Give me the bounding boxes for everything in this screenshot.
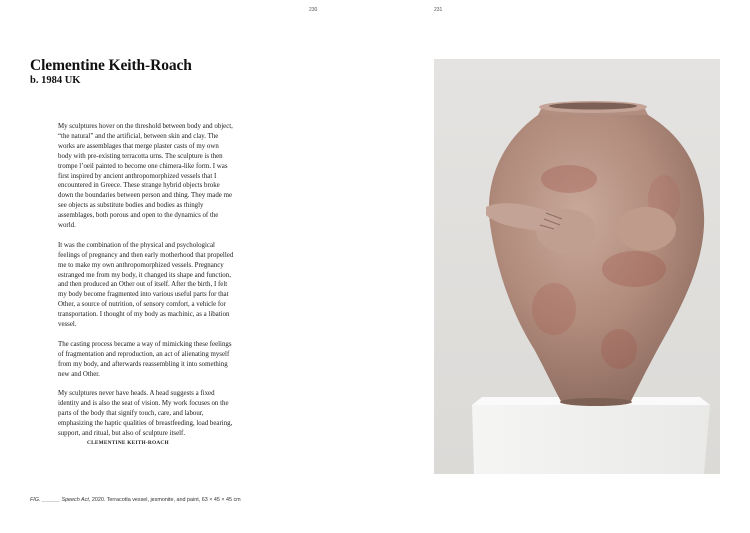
caption-fig-label: FIG. ______ xyxy=(30,497,60,503)
vessel-patina xyxy=(602,251,666,287)
vessel-patina xyxy=(541,165,597,193)
statement-paragraph: It was the combination of the physical and psychological feelings of pregnancy and then early motherhood that propelled me to make my own anthropomorphized vessels. Pregnancy estranged me from my body, it changed its shape and function, and then produced an Other out of itself. After the birth, I felt my body become fragmented into various useful parts for that Other, a source of nutrition, of sensory comfort, a vehicle for transportation. I thought of my body as machinic, as a libation vessel. xyxy=(58,241,234,329)
vessel-opening xyxy=(549,103,637,110)
artist-statement xyxy=(58,122,234,449)
statement-paragraph: The casting process became a way of mimicking these feelings of fragmentation and reproduction, an act of alienating myself from my body, and afterwards reassembling it into something new and Other. xyxy=(58,340,232,378)
figure-caption xyxy=(30,497,241,503)
pedestal xyxy=(472,405,710,474)
vessel-patina xyxy=(532,283,576,335)
artwork-photo xyxy=(434,59,720,474)
artist-birth-info: b. 1984 UK xyxy=(30,75,81,86)
vessel-breast-right xyxy=(616,207,676,251)
page-number-right: 231 xyxy=(434,7,443,13)
vessel-patina xyxy=(601,329,637,369)
page-number-left: 230 xyxy=(309,7,318,13)
caption-artwork-title: Speech Act xyxy=(61,497,89,503)
statement-paragraph: My sculptures never have heads. A head suggests a fixed identity and is also the seat of vision. My work focuses on the parts of the body that signify touch, care, and labour, emphasizing the haptic qualities of breastfeeding, load bearing, support, and ritual, but also of sculpture itself. xyxy=(58,390,233,438)
caption-details: , 2020. Terracotta vessel, jesmonite, and paint, 63 × 45 × 45 cm xyxy=(88,497,241,503)
artist-name: Clementine Keith-Roach xyxy=(30,57,192,74)
statement-paragraph: My sculptures hover on the threshold between body and object, “the natural” and the artificial, between skin and clay. The works are assemblages that merge plaster casts of my own body with pre-existing terracotta urns. The sculpture is then trompe l’oeil painted to become one chimera-like form. I was first inspired by ancient anthropomorphized vessels that I encountered in Greece. These strange hybrid objects broke down the boundaries between person and thing. They made me see objects as substitute bodies and bodies as thingly assemblages, both porous and open to the dynamics of the world. xyxy=(58,123,233,230)
vessel-base xyxy=(560,398,632,406)
statement-signature: CLEMENTINE KEITH-ROACH xyxy=(87,439,169,446)
